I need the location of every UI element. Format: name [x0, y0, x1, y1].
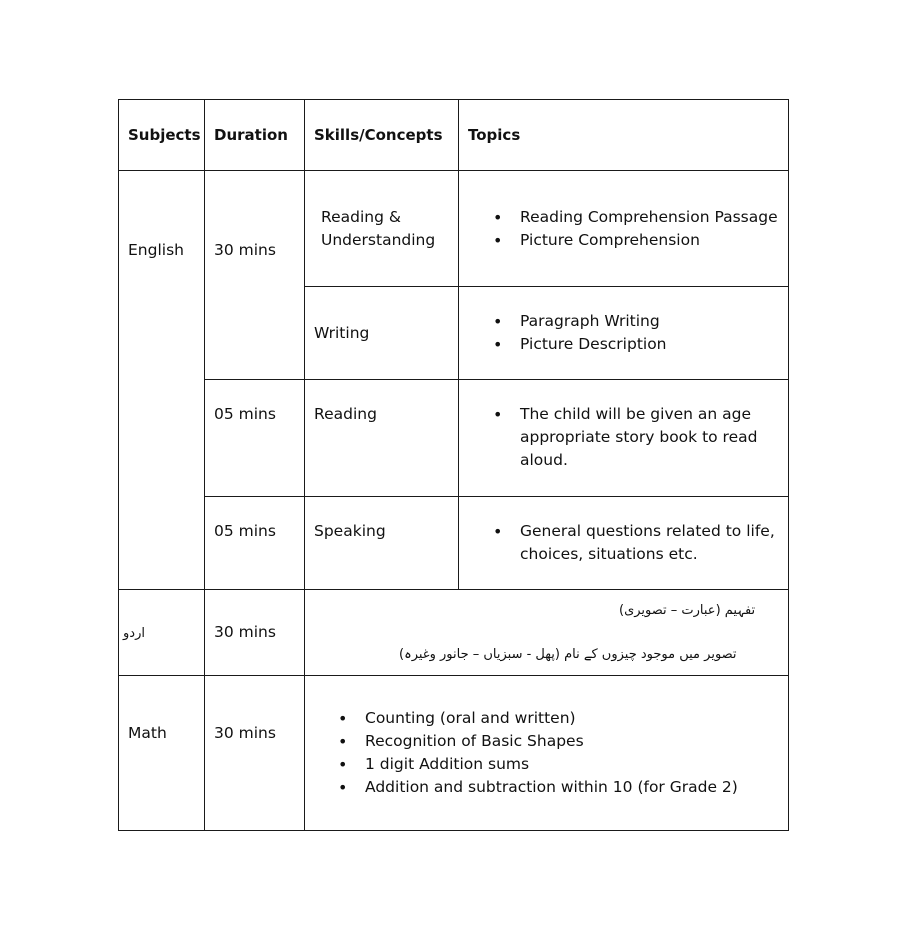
header-skills: Skills/Concepts [305, 100, 459, 171]
subject-urdu-label: اردو [123, 625, 145, 641]
duration-urdu: 30 mins [205, 590, 305, 676]
topics-writing [459, 287, 789, 380]
topics-reading [459, 380, 789, 497]
list-item: • Picture Description [520, 333, 779, 356]
table-row [119, 497, 789, 590]
duration-math: 30 mins [205, 676, 305, 831]
duration-english-main: 30 mins [205, 171, 305, 380]
skill-reading: Reading [305, 380, 459, 497]
list-item: • General questions related to life, choices, situations etc. [520, 520, 779, 566]
header-subjects: Subjects [119, 100, 205, 171]
topics-math [305, 676, 789, 831]
urdu-topic-line: تصویر میں موجود چیزوں کے نام (پھل - سبزیاں – جانور وغیرہ) [399, 646, 737, 662]
header-topics: Topics [459, 100, 789, 171]
list-item: • Reading Comprehension Passage [520, 206, 779, 229]
list-item: • Counting (oral and written) [365, 707, 779, 730]
topics-reading-understanding [459, 171, 789, 287]
list-item: • Paragraph Writing [520, 310, 779, 333]
skill-writing: Writing [305, 287, 459, 380]
duration-reading: 05 mins [205, 380, 305, 497]
list-item: • The child will be given an age appropriate story book to read aloud. [520, 403, 779, 472]
syllabus-table [118, 99, 789, 831]
topics-urdu [305, 590, 789, 676]
subject-urdu [119, 590, 205, 676]
duration-speaking: 05 mins [205, 497, 305, 590]
list-item: • Recognition of Basic Shapes [365, 730, 779, 753]
skill-speaking: Speaking [305, 497, 459, 590]
header-duration: Duration [205, 100, 305, 171]
subject-english: English [119, 171, 205, 590]
topics-speaking [459, 497, 789, 590]
list-item: • 1 digit Addition sums [365, 753, 779, 776]
skill-reading-understanding: Reading & Understanding [305, 171, 459, 287]
header-row [119, 100, 789, 171]
list-item: • Picture Comprehension [520, 229, 779, 252]
table-row [119, 676, 789, 831]
subject-math: Math [119, 676, 205, 831]
table-row [119, 171, 789, 287]
table-row [119, 590, 789, 676]
list-item: • Addition and subtraction within 10 (for Grade 2) [365, 776, 779, 799]
urdu-topic-line: تفہیم (عبارت – تصویری) [619, 602, 756, 618]
table-row [119, 380, 789, 497]
